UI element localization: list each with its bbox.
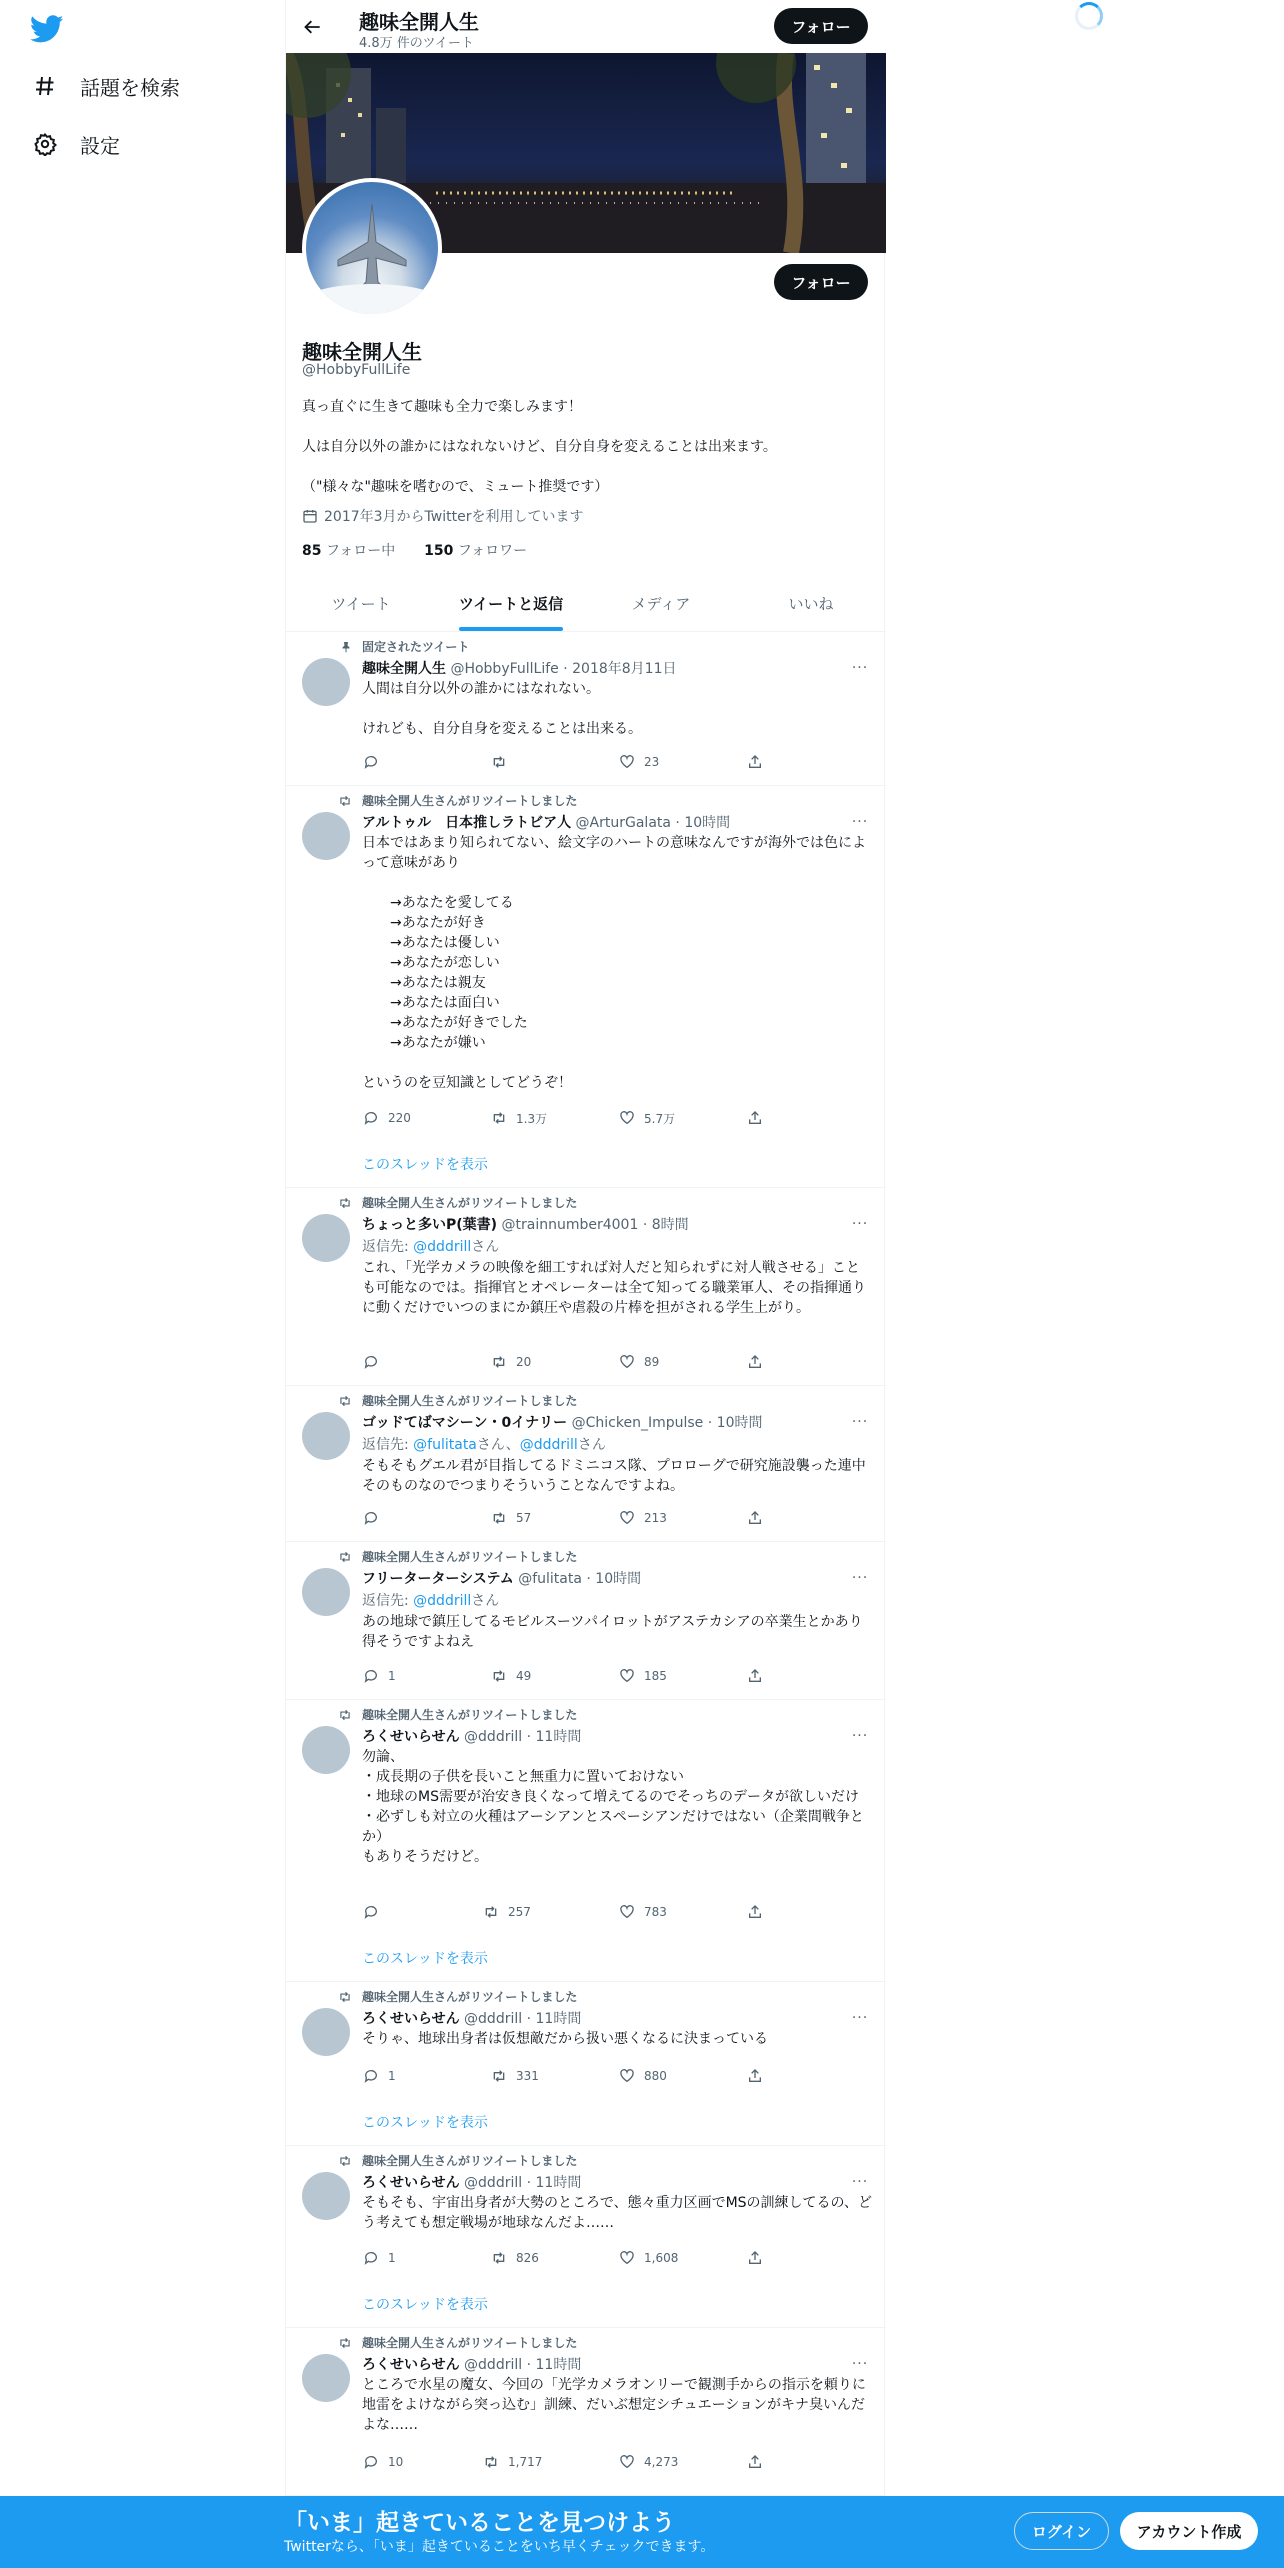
pin-icon — [336, 639, 352, 655]
heart-icon — [618, 1667, 636, 1685]
retweet-button[interactable] — [482, 1902, 531, 1922]
reply-button[interactable] — [362, 2452, 403, 2472]
followers-label: フォロワー — [457, 543, 528, 559]
tweet-actions — [362, 752, 782, 772]
reply-to-suffix: さん — [577, 1437, 606, 1453]
heart-icon — [618, 753, 636, 771]
retweet-button[interactable] — [482, 2452, 542, 2472]
reply-count: 220 — [388, 1111, 411, 1125]
tweet-context-label: 趣味全開人生さんがリツイートしました — [362, 2336, 578, 2350]
tweet-author-name[interactable]: ろくせいらせん — [362, 2175, 460, 2191]
retweet-icon — [336, 1195, 352, 1211]
more-options-icon[interactable]: ··· — [851, 814, 869, 830]
tweet-retweeted[interactable] — [286, 1982, 886, 2146]
share-button[interactable] — [746, 752, 772, 772]
avatar[interactable] — [302, 1726, 350, 1774]
more-options-icon[interactable]: ··· — [851, 1570, 869, 1586]
tweet-actions — [362, 1108, 782, 1128]
tweet-time[interactable]: 10時間 — [684, 815, 731, 831]
tweet-pinned[interactable] — [286, 632, 886, 786]
more-options-icon[interactable]: ··· — [851, 2174, 869, 2190]
retweet-icon — [336, 1989, 352, 2005]
share-button[interactable] — [746, 1108, 772, 1128]
header-name: 趣味全開人生 — [359, 10, 479, 34]
reply-to — [362, 1434, 606, 1454]
hashtag-icon — [30, 71, 60, 101]
retweet-button[interactable] — [490, 1508, 531, 1528]
retweet-icon — [336, 793, 352, 809]
share-button[interactable] — [746, 1666, 772, 1686]
tweet-header: 趣味全開人生 @HobbyFullLife · 2018年8月11日 — [362, 661, 677, 677]
tweet-header: アルトゥル 日本推しラトビア人 @ArturGalata · 10時間 — [362, 815, 731, 831]
tweet-author-handle[interactable]: @ArturGalata — [575, 815, 671, 831]
reply-to-link[interactable]: @dddrill — [519, 1437, 578, 1453]
tweet-text: これ、「光学カメラの映像を細工すれば対人だと知られずに対人戦させる」ことも可能なのでは。指揮官とオペレーターは全て知ってる職業軍人、その指揮通りに動くだけでいつのまにか鎮圧や虐殺の片棒を担がされる学生上がり。 — [362, 1260, 866, 1316]
retweet-icon — [482, 1903, 500, 1921]
like-button[interactable] — [618, 2452, 678, 2472]
tweet-author-handle[interactable]: @dddrill — [464, 2011, 523, 2027]
share-icon — [746, 2249, 764, 2267]
like-count: 4,273 — [644, 2455, 679, 2469]
reply-to — [362, 1236, 499, 1256]
tweet-time[interactable]: 10時間 — [716, 1415, 763, 1431]
tab-likes[interactable]: いいね — [788, 595, 834, 613]
tweet-context-label: 趣味全開人生さんがリツイートしました — [362, 1550, 578, 1564]
more-options-icon[interactable]: ··· — [851, 1728, 869, 1744]
share-button[interactable] — [746, 2248, 772, 2268]
signup-prompt-title: 「いま」起きていることを見つけよう — [284, 2510, 675, 2536]
more-options-icon[interactable]: ··· — [851, 2356, 869, 2372]
reply-button[interactable] — [362, 1902, 388, 1922]
retweet-icon — [490, 1667, 508, 1685]
tweet-author-name[interactable]: フリーターターシステム — [362, 1571, 514, 1587]
reply-to-suffix: さん — [471, 1239, 500, 1255]
share-icon — [746, 2067, 764, 2085]
like-count: 89 — [644, 1355, 660, 1369]
profile-header-bar — [286, 0, 886, 53]
show-thread-link[interactable]: このスレッドを表示 — [362, 1157, 488, 1173]
heart-icon — [618, 1509, 636, 1527]
profile-name: 趣味全開人生 — [302, 340, 422, 364]
tweet-text: 勿論、 ・成長期の子供を長いこと無重力に置いておけない ・地球のMS需要が治安き良くなって増えてるのでそっちのデータが欲しいだけ ・必ずしも対立の火種はアーシアンとスペーシアンだけではない（企業間戦争とか） もありそうだけど。 — [362, 1749, 864, 1865]
retweet-icon — [490, 1509, 508, 1527]
tweet-context — [336, 1194, 577, 1211]
profile-avatar[interactable] — [302, 178, 442, 318]
login-button[interactable]: ログイン — [1014, 2512, 1109, 2550]
tweet-header: ろくせいらせん @dddrill · 11時間 — [362, 2011, 582, 2027]
like-button[interactable] — [618, 1352, 659, 1372]
reply-to-prefix: 返信先: — [362, 1437, 414, 1453]
tweet-author-handle[interactable]: @fulitata — [518, 1571, 582, 1587]
tweet-context-label: 趣味全開人生さんがリツイートしました — [362, 1990, 578, 2004]
following-count: 85 — [302, 543, 322, 559]
reply-to-prefix: 返信先: — [362, 1593, 414, 1609]
profile-tabs — [286, 576, 886, 632]
tweet-author-name[interactable]: ちょっと多いP(葉書) — [362, 1217, 498, 1233]
reply-icon — [362, 753, 380, 771]
retweet-count: 57 — [516, 1511, 532, 1525]
followers-count: 150 — [424, 543, 454, 559]
retweet-button[interactable] — [490, 1352, 531, 1372]
profile-bio-line-1: 真っ直ぐに生きて趣味も全力で楽しみます！ — [302, 399, 582, 415]
tweet-retweeted[interactable] — [286, 1542, 886, 1700]
like-count: 23 — [644, 755, 660, 769]
retweet-button[interactable] — [490, 1108, 547, 1128]
tweet-context-label: 趣味全開人生さんがリツイートしました — [362, 2154, 578, 2168]
retweet-count: 1.3万 — [516, 1111, 548, 1126]
tweet-author-handle[interactable]: @dddrill — [464, 2175, 523, 2191]
header-follow-button[interactable]: フォロー — [774, 8, 868, 44]
reply-button[interactable] — [362, 1508, 388, 1528]
reply-icon — [362, 1509, 380, 1527]
heart-icon — [618, 1353, 636, 1371]
nav-settings-label: 設定 — [80, 133, 120, 158]
tweet-author-name[interactable]: アルトゥル 日本推しラトビア人 — [362, 815, 572, 831]
reply-count: 10 — [388, 2455, 404, 2469]
like-count: 185 — [644, 1669, 667, 1683]
tweet-text: 日本ではあまり知られてない、絵文字のハートの意味なんですが海外では色によって意味があり →あなたを愛してる →あなたが好き →あなたは優しい →あなたが恋しい →あなたは親友 →あなたは面白い →あなたが好きでした →あなたが嫌い というのを豆知識としてどうぞ！ — [362, 835, 866, 1091]
tweet-text: 人間は自分以外の誰かにはなれない。 けれども、自分自身を変えることは出来る。 — [362, 681, 642, 737]
retweet-icon — [482, 2453, 500, 2471]
tweet-header: フリーターターシステム @fulitata · 10時間 — [362, 1571, 642, 1587]
retweet-icon — [336, 1549, 352, 1565]
tweet-actions — [362, 1666, 782, 1686]
tab-tweets[interactable]: ツイート — [331, 595, 391, 613]
tweet-context-label: 趣味全開人生さんがリツイートしました — [362, 1394, 578, 1408]
reply-to-link[interactable]: @dddrill — [413, 1239, 472, 1255]
heart-icon — [618, 2249, 636, 2267]
heart-icon — [618, 1903, 636, 1921]
create-account-button[interactable]: アカウント作成 — [1120, 2512, 1258, 2550]
share-button[interactable] — [746, 2066, 772, 2086]
tweet-author-handle[interactable]: @dddrill — [464, 2357, 523, 2373]
twitter-logo-icon[interactable] — [30, 12, 64, 46]
followers-link[interactable] — [424, 543, 527, 559]
retweet-icon — [336, 2153, 352, 2169]
tweet-time[interactable]: 11時間 — [535, 2357, 582, 2373]
share-button[interactable] — [746, 2452, 772, 2472]
retweet-count: 257 — [508, 1905, 531, 1919]
reply-icon — [362, 1109, 380, 1127]
retweet-count: 20 — [516, 1355, 532, 1369]
like-button[interactable] — [618, 1902, 667, 1922]
reply-button[interactable] — [362, 752, 388, 772]
like-button[interactable] — [618, 2066, 667, 2086]
like-count: 1,608 — [644, 2251, 679, 2265]
avatar[interactable] — [302, 1214, 350, 1262]
retweet-button[interactable] — [490, 752, 516, 772]
retweet-button[interactable] — [490, 1666, 531, 1686]
profile-handle: @HobbyFullLife — [302, 362, 411, 378]
avatar[interactable] — [302, 1568, 350, 1616]
reply-to-link[interactable]: @dddrill — [413, 1593, 472, 1609]
tweet-context — [336, 2152, 577, 2169]
like-count: 783 — [644, 1905, 667, 1919]
tweet-context — [336, 1988, 577, 2005]
reply-button[interactable] — [362, 2248, 396, 2268]
retweet-icon — [490, 1353, 508, 1371]
tweet-actions — [362, 2248, 782, 2268]
like-button[interactable] — [618, 2248, 678, 2268]
more-options-icon[interactable]: ··· — [851, 1414, 869, 1430]
tweet-retweeted[interactable] — [286, 1386, 886, 1542]
tweet-author-handle[interactable]: @HobbyFullLife — [450, 661, 559, 677]
reply-icon — [362, 1903, 380, 1921]
reply-button[interactable] — [362, 2066, 396, 2086]
avatar[interactable] — [302, 1412, 350, 1460]
tweet-context — [336, 1706, 577, 1723]
tweet-retweeted[interactable] — [286, 2328, 886, 2496]
share-icon — [746, 1109, 764, 1127]
signup-prompt-bar — [0, 2496, 1284, 2568]
share-button[interactable] — [746, 1902, 772, 1922]
tweet-retweeted[interactable] — [286, 2146, 886, 2328]
joined-text: 2017年3月からTwitterを利用しています — [324, 509, 584, 525]
tweet-time[interactable]: 2018年8月11日 — [572, 661, 677, 677]
reply-to-prefix: 返信先: — [362, 1239, 414, 1255]
tweet-author-name[interactable]: ろくせいらせん — [362, 2011, 460, 2027]
tweet-text: ところで水星の魔女、今回の「光学カメラオンリーで観測手からの指示を頼りに地雷をよけながら突っ込む」訓練、だいぶ想定シチュエーションがキナ臭いんだよな…… — [362, 2377, 866, 2433]
reply-icon — [362, 2453, 380, 2471]
retweet-icon — [490, 2249, 508, 2267]
reply-icon — [362, 2249, 380, 2267]
share-icon — [746, 1353, 764, 1371]
heart-icon — [618, 2453, 636, 2471]
retweet-icon — [490, 2067, 508, 2085]
tweet-context-label: 趣味全開人生さんがリツイートしました — [362, 794, 578, 808]
fighter-jet-image — [306, 182, 438, 314]
share-icon — [746, 2453, 764, 2471]
left-sidebar — [0, 0, 285, 2568]
tweet-text: あの地球で鎮圧してるモビルスーツパイロットがアステカシアの卒業生とかあり得そうですよねえ — [362, 1614, 863, 1650]
tweet-text: そもそも、宇宙出身者が大勢のところで、態々重力区画でMSの訓練してるの、どう考えても想定戦場が地球なんだよ…… — [362, 2195, 872, 2231]
tweet-actions — [362, 1902, 782, 1922]
tweet-context — [336, 638, 469, 655]
reply-button[interactable] — [362, 1666, 396, 1686]
share-button[interactable] — [746, 1352, 772, 1372]
profile-bio-line-3: （"様々な"趣味を嗜むので、ミュート推奨です） — [302, 479, 609, 495]
calendar-icon — [302, 508, 318, 524]
tweet-author-name[interactable]: ろくせいらせん — [362, 1729, 460, 1745]
tweet-author-handle[interactable]: @Chicken_Impulse — [571, 1415, 704, 1431]
reply-button[interactable] — [362, 1352, 388, 1372]
retweet-count: 331 — [516, 2069, 539, 2083]
share-button[interactable] — [746, 1508, 772, 1528]
heart-icon — [618, 2067, 636, 2085]
share-icon — [746, 1903, 764, 1921]
avatar[interactable] — [302, 2008, 350, 2056]
retweet-count: 826 — [516, 2251, 539, 2265]
avatar[interactable] — [302, 2172, 350, 2220]
retweet-icon — [336, 1393, 352, 1409]
show-thread-link[interactable]: このスレッドを表示 — [362, 1951, 488, 1967]
tweet-header: ろくせいらせん @dddrill · 11時間 — [362, 2175, 582, 2191]
reply-to — [362, 1590, 499, 1610]
tweet-author-handle[interactable]: @trainnumber4001 — [501, 1217, 639, 1233]
show-thread-link[interactable]: このスレッドを表示 — [362, 2115, 488, 2131]
avatar[interactable] — [302, 812, 350, 860]
tweet-author-name[interactable]: ゴッドてばマシーン・0イナリー — [362, 1415, 568, 1431]
tweet-header: ろくせいらせん @dddrill · 11時間 — [362, 2357, 582, 2373]
share-icon — [746, 753, 764, 771]
reply-count: 1 — [388, 2251, 396, 2265]
nav-settings[interactable] — [30, 122, 120, 166]
nav-explore-label: 話題を検索 — [80, 75, 180, 100]
retweet-button[interactable] — [490, 2066, 539, 2086]
gear-icon — [30, 129, 60, 159]
tweet-time[interactable]: 11時間 — [535, 2175, 582, 2191]
profile-bio-line-2: 人は自分以外の誰かにはなれないけど、自分自身を変えることは出来ます。 — [302, 439, 777, 455]
header-tweet-count: 4.8万 件のツイート — [359, 36, 474, 51]
reply-icon — [362, 2067, 380, 2085]
tweet-time[interactable]: 11時間 — [535, 2011, 582, 2027]
following-label: フォロー中 — [325, 543, 396, 559]
tweet-retweeted[interactable] — [286, 1188, 886, 1386]
like-count: 880 — [644, 2069, 667, 2083]
reply-icon — [362, 1667, 380, 1685]
tweet-context-label: 固定されたツイート — [362, 640, 470, 654]
tweet-context — [336, 1392, 577, 1409]
heart-icon — [618, 1109, 636, 1127]
avatar[interactable] — [302, 658, 350, 706]
reply-to-mid: さん、 — [476, 1437, 520, 1453]
retweet-icon — [490, 1109, 508, 1127]
back-arrow-icon[interactable] — [298, 12, 328, 42]
tweet-time[interactable]: 8時間 — [651, 1217, 689, 1233]
following-link[interactable] — [302, 543, 395, 559]
tab-tweets-and-replies[interactable]: ツイートと返信 — [436, 576, 586, 631]
tweet-time[interactable]: 10時間 — [595, 1571, 642, 1587]
tweet-text: そりゃ、地球出身者は仮想敵だから扱い悪くなるに決まっている — [362, 2031, 768, 2047]
like-count: 213 — [644, 1511, 667, 1525]
signup-prompt-subtitle: Twitterなら、「いま」起きていることをいち早くチェックできます。 — [284, 2539, 715, 2555]
more-options-icon[interactable]: ··· — [851, 1216, 869, 1232]
tweet-retweeted[interactable] — [286, 1700, 886, 1982]
nav-explore[interactable] — [30, 64, 180, 108]
show-thread-link[interactable]: このスレッドを表示 — [362, 2297, 488, 2313]
like-button[interactable] — [618, 1108, 675, 1128]
like-button[interactable] — [618, 1666, 667, 1686]
tweet-context-label: 趣味全開人生さんがリツイートしました — [362, 1196, 578, 1210]
like-button[interactable] — [618, 1508, 667, 1528]
tweet-actions — [362, 1352, 782, 1372]
tweet-actions — [362, 2452, 782, 2472]
reply-to-link[interactable]: @fulitata — [413, 1437, 477, 1453]
like-button[interactable] — [618, 752, 659, 772]
retweet-count: 1,717 — [508, 2455, 543, 2469]
tweet-author-handle[interactable]: @dddrill — [464, 1729, 523, 1745]
reply-to-suffix: さん — [471, 1593, 500, 1609]
tweet-context-label: 趣味全開人生さんがリツイートしました — [362, 1708, 578, 1722]
tweet-time[interactable]: 11時間 — [535, 1729, 582, 1745]
tweet-actions — [362, 2066, 782, 2086]
tweet-header: ゴッドてばマシーン・0イナリー @Chicken_Impulse · 10時間 — [362, 1415, 763, 1431]
reply-count: 1 — [388, 2069, 396, 2083]
tweet-context — [336, 1548, 577, 1565]
profile-joined-date — [302, 506, 583, 526]
retweet-button[interactable] — [490, 2248, 539, 2268]
avatar[interactable] — [302, 2354, 350, 2402]
tweet-retweeted[interactable] — [286, 786, 886, 1188]
retweet-icon — [336, 2335, 352, 2351]
tab-media[interactable]: メディア — [631, 595, 691, 613]
like-count: 5.7万 — [644, 1111, 676, 1126]
tweet-header: ろくせいらせん @dddrill · 11時間 — [362, 1729, 582, 1745]
tweet-header: ちょっと多いP(葉書) @trainnumber4001 · 8時間 — [362, 1217, 689, 1233]
retweet-count: 49 — [516, 1669, 532, 1683]
profile-follow-button[interactable]: フォロー — [774, 264, 868, 300]
reply-count: 1 — [388, 1669, 396, 1683]
retweet-icon — [336, 1707, 352, 1723]
more-options-icon[interactable]: ··· — [851, 2010, 869, 2026]
tweet-context — [336, 792, 577, 809]
share-icon — [746, 1667, 764, 1685]
retweet-icon — [490, 753, 508, 771]
main-column — [285, 0, 885, 2500]
tweet-actions — [362, 1508, 782, 1528]
more-options-icon[interactable]: ··· — [851, 660, 869, 676]
reply-button[interactable] — [362, 1108, 411, 1128]
follow-stats — [302, 540, 527, 560]
reply-icon — [362, 1353, 380, 1371]
tweet-author-name[interactable]: 趣味全開人生 — [362, 661, 446, 677]
tweet-author-name[interactable]: ろくせいらせん — [362, 2357, 460, 2373]
tweet-context — [336, 2334, 577, 2351]
share-icon — [746, 1509, 764, 1527]
tweet-text: そもそもグエル君が目指してるドミニコス隊、プロローグで研究施設襲った連中そのものなのでつまりそういうことなんですよね。 — [362, 1458, 866, 1494]
loading-spinner-icon — [1075, 2, 1103, 30]
